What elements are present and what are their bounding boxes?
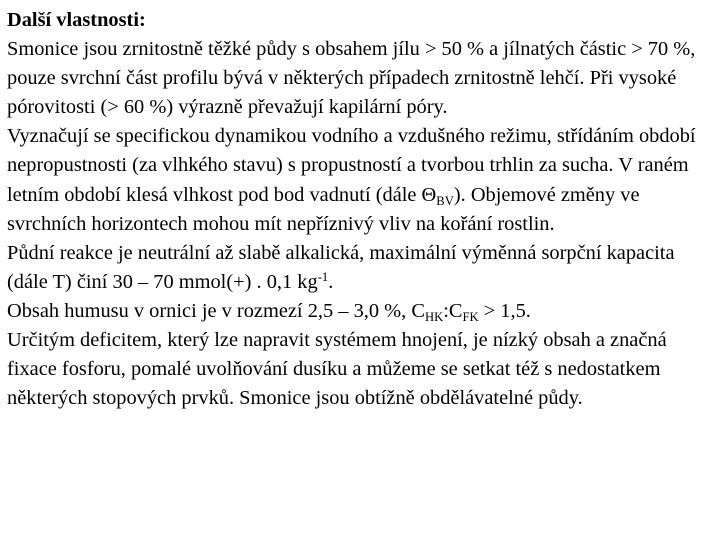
superscript-minus-one: -1 (317, 269, 329, 284)
subscript-fk: FK (462, 309, 479, 324)
paragraph-water-regime-text-a: Vyznačují se specifickou dynamikou vodního a vzdušného režimu, střídáním období nepropustnosti (za vlhkého stavu) s propustností a tvorbou trhlin za sucha. V raném letním období klesá vlhkost pod bod vadnutí (dále Θ (7, 125, 696, 206)
paragraph-soil-reaction-text-b: . (328, 270, 334, 293)
paragraph-humus-text-b: > 1,5. (478, 299, 531, 322)
paragraph-water-regime-text-b: ). Objemové změny ve svrchních horizontech mohou mít nepříznivý vliv na kořání rostlin. (7, 183, 640, 235)
paragraph-humus-text-mid: :C (443, 299, 463, 322)
subscript-hk: HK (424, 309, 444, 324)
paragraph-soil-reaction-text-a: Půdní reakce je neutrální až slabě alkalická, maximální výměnná sorpční kapacita (dále T) činí 30 – 70 mmol(+) . 0,1 kg (7, 241, 675, 293)
paragraph-soil-reaction (7, 239, 714, 297)
subscript-bv: BV (436, 193, 454, 208)
heading: Další vlastnosti: (7, 9, 146, 31)
paragraph-humus-text-a: Obsah humusu v ornici je v rozmezí 2,5 – 3,0 %, C (7, 299, 425, 322)
paragraph-water-regime (7, 122, 714, 238)
paragraph-humus (7, 297, 714, 326)
paragraph-deficit: Určitým deficitem, který lze napravit systémem hnojení, je nízký obsah a značná fixace fosforu, pomalé uvolňování dusíku a můžeme se setkat též s nedostatkem některých stopových prvků. Smonice jsou obtížně obdělávatelné půdy. (7, 329, 667, 410)
paragraph-texture: Smonice jsou zrnitostně těžké půdy s obsahem jílu > 50 % a jílnatých částic > 70 %, pouze svrchní část profilu bývá v některých případech zrnitostně lehčí. Při vysoké pórovitosti (> 60 %) výrazně převažují kapilární póry. (7, 38, 696, 119)
